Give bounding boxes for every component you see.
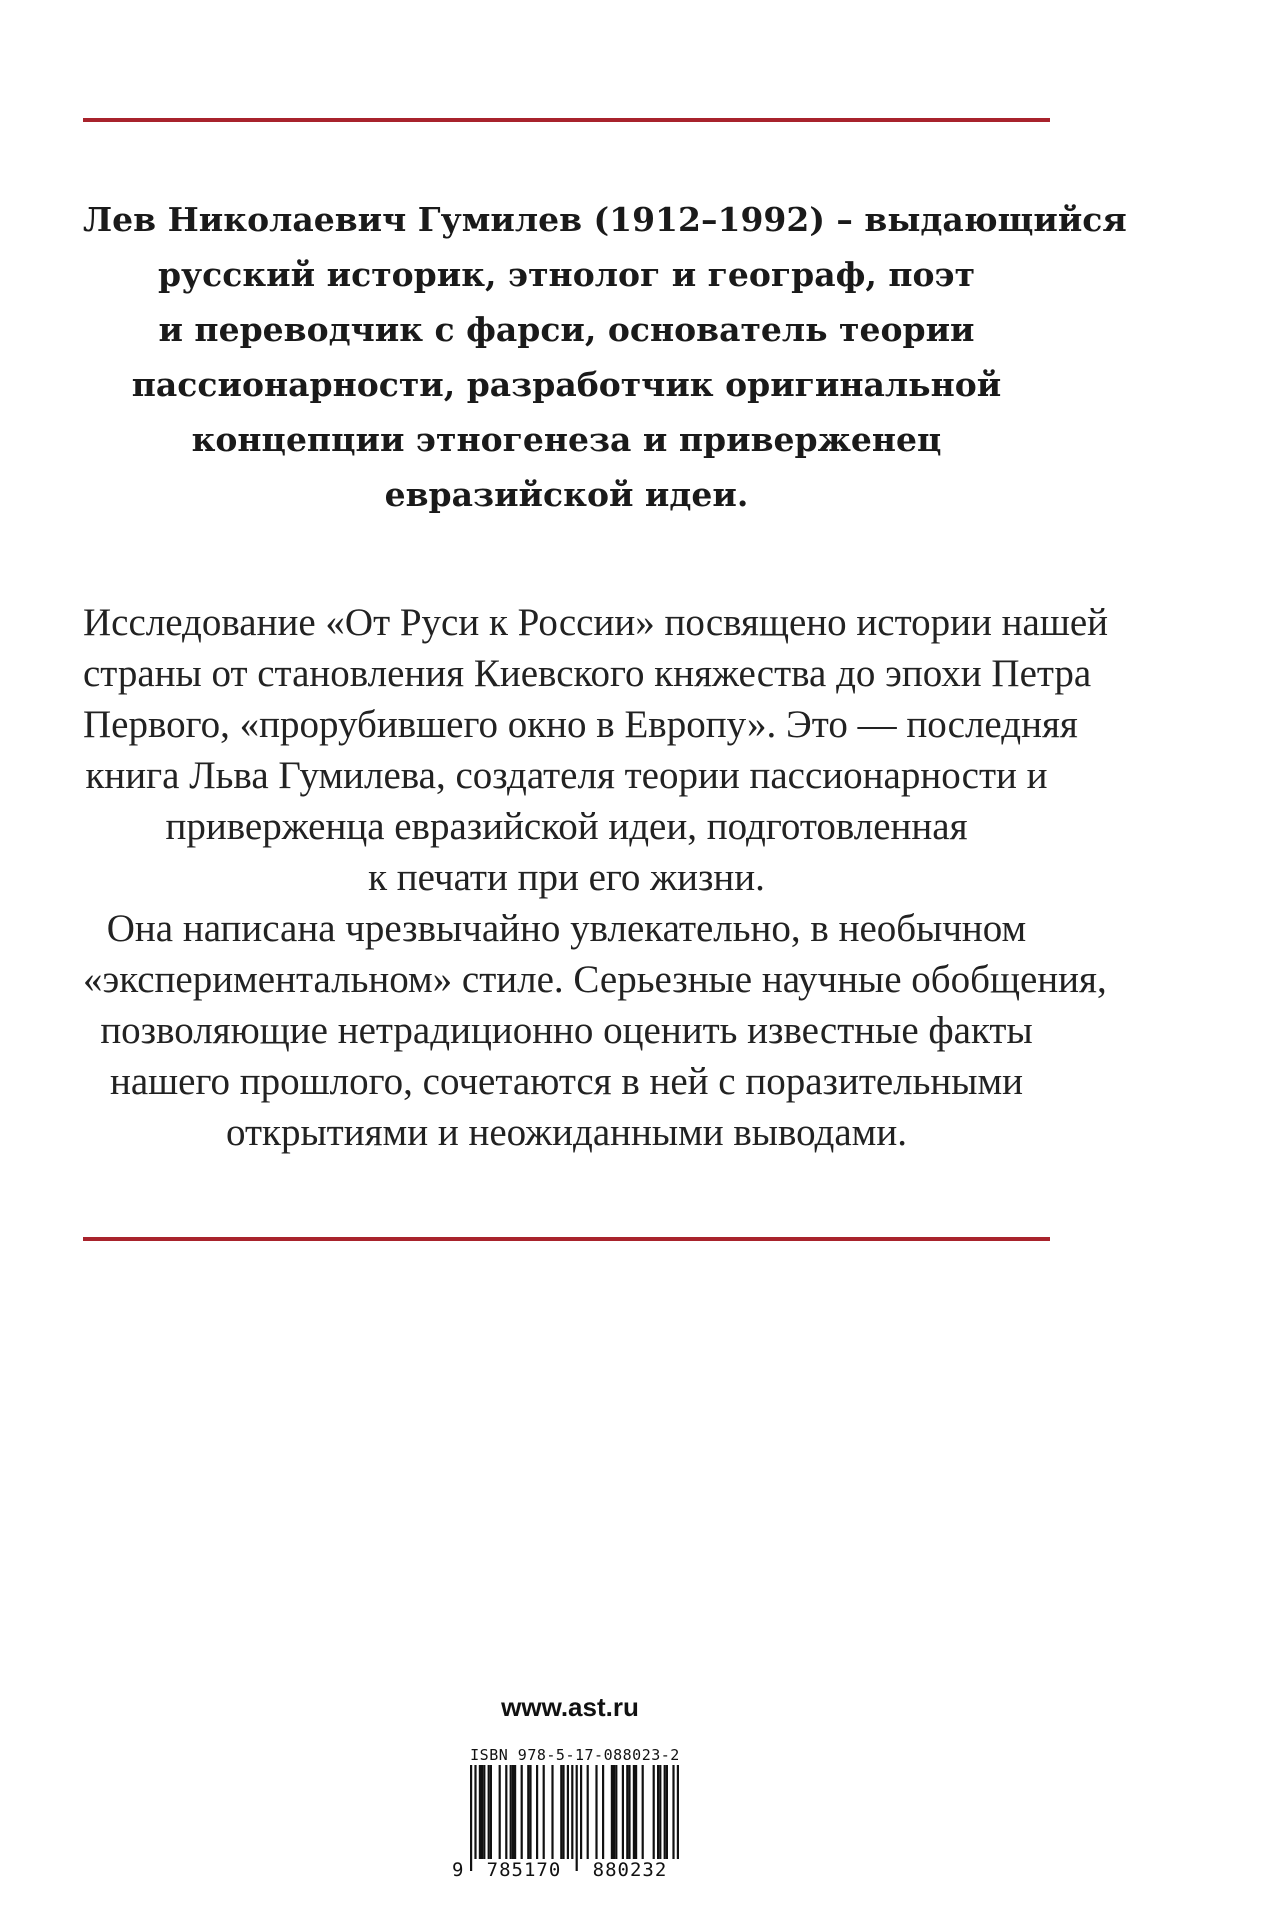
description-line: открытиями и неожиданными выводами.: [226, 1111, 907, 1154]
bio-line: пассионарности, разработчик оригинальной: [131, 365, 1002, 404]
barcode-bar: [587, 1765, 589, 1861]
barcode-bar: [622, 1765, 624, 1861]
barcode-bar: [602, 1765, 604, 1861]
barcode-bar: [659, 1765, 661, 1861]
description-line: приверженца евразийской идеи, подготовленная: [165, 805, 968, 848]
description-line: нашего прошлого, сочетаются в ней с поразительными: [109, 1060, 1024, 1103]
isbn-label: ISBN 978-5-17-088023-2: [470, 1746, 680, 1764]
barcode-bar: [479, 1765, 481, 1861]
barcode-bar: [677, 1765, 679, 1871]
barcode-bar: [613, 1765, 615, 1861]
description-line: книга Льва Гумилева, создателя теории пассионарности и: [85, 754, 1048, 797]
barcode-bar: [626, 1765, 628, 1861]
barcode-bar: [657, 1765, 659, 1861]
barcode-bar: [672, 1765, 674, 1871]
barcode-bar: [490, 1765, 492, 1861]
barcode-bar: [635, 1765, 637, 1861]
description-line: Исследование «От Руси к России» посвящено истории нашей: [83, 601, 1109, 644]
description-line: позволяющие нетрадиционно оценить известные факты: [100, 1009, 1033, 1052]
barcode-bar: [483, 1765, 485, 1861]
barcode-bar: [521, 1765, 523, 1861]
barcode-bar: [536, 1765, 538, 1861]
barcode-bar: [653, 1765, 655, 1861]
barcode-bar: [529, 1765, 531, 1861]
barcode-bar: [571, 1765, 573, 1871]
description-line: Первого, «прорубившего окно в Европу». Это — последняя: [83, 703, 1078, 746]
barcode-bar: [595, 1765, 597, 1861]
bio-line: концепции этногенеза и приверженец: [191, 420, 942, 459]
barcode-bar: [505, 1765, 507, 1861]
ean-digits: [452, 1859, 698, 1881]
ean-right-group: 880232: [580, 1859, 680, 1881]
ean-first-digit: 9: [452, 1859, 466, 1881]
bottom-divider: [83, 1237, 1050, 1241]
barcode-bar: [474, 1765, 476, 1871]
bio-line: Лев Николаевич Гумилев (1912–1992) – выдающийся: [83, 200, 1127, 239]
barcode-bar: [567, 1765, 569, 1861]
description-line: страны от становления Киевского княжества до эпохи Петра: [83, 652, 1092, 695]
description-line: к печати при его жизни.: [368, 856, 765, 899]
author-bio: [83, 192, 1127, 522]
bio-line: русский историк, этнолог и географ, поэт: [157, 255, 976, 294]
barcode-bar: [666, 1765, 668, 1861]
barcode-bar: [576, 1765, 578, 1871]
barcode-bar: [527, 1765, 529, 1861]
bio-line: и переводчик с фарси, основатель теории: [158, 310, 975, 349]
barcode-bar: [510, 1765, 512, 1861]
ean-left-group: 785170: [474, 1859, 574, 1881]
barcode-bar: [514, 1765, 516, 1861]
barcode-bar: [633, 1765, 635, 1861]
barcode: [452, 1765, 698, 1883]
barcode-bar: [664, 1765, 666, 1861]
bio-line: евразийской идеи.: [384, 475, 749, 514]
barcode-bar: [615, 1765, 617, 1861]
barcode-bar: [488, 1765, 490, 1861]
barcode-bar: [470, 1765, 472, 1871]
description-line: Она написана чрезвычайно увлекательно, в необычном: [106, 907, 1027, 950]
barcode-bar: [628, 1765, 630, 1861]
book-description: [83, 597, 1109, 1158]
barcode-bar: [481, 1765, 483, 1861]
barcode-bar: [611, 1765, 613, 1861]
barcode-bar: [499, 1765, 501, 1861]
barcode-bar: [551, 1765, 553, 1861]
publisher-website: www.ast.ru: [501, 1692, 639, 1722]
barcode-bar: [562, 1765, 564, 1861]
barcode-bar: [543, 1765, 545, 1861]
isbn-barcode-block: [452, 1745, 698, 1883]
barcode-bar: [560, 1765, 562, 1861]
description-line: «экспериментальном» стиле. Серьезные научные обобщения,: [83, 958, 1107, 1001]
barcode-bar: [642, 1765, 644, 1861]
top-divider: [83, 118, 1050, 122]
barcode-bar: [580, 1765, 582, 1861]
barcode-bar: [512, 1765, 514, 1861]
